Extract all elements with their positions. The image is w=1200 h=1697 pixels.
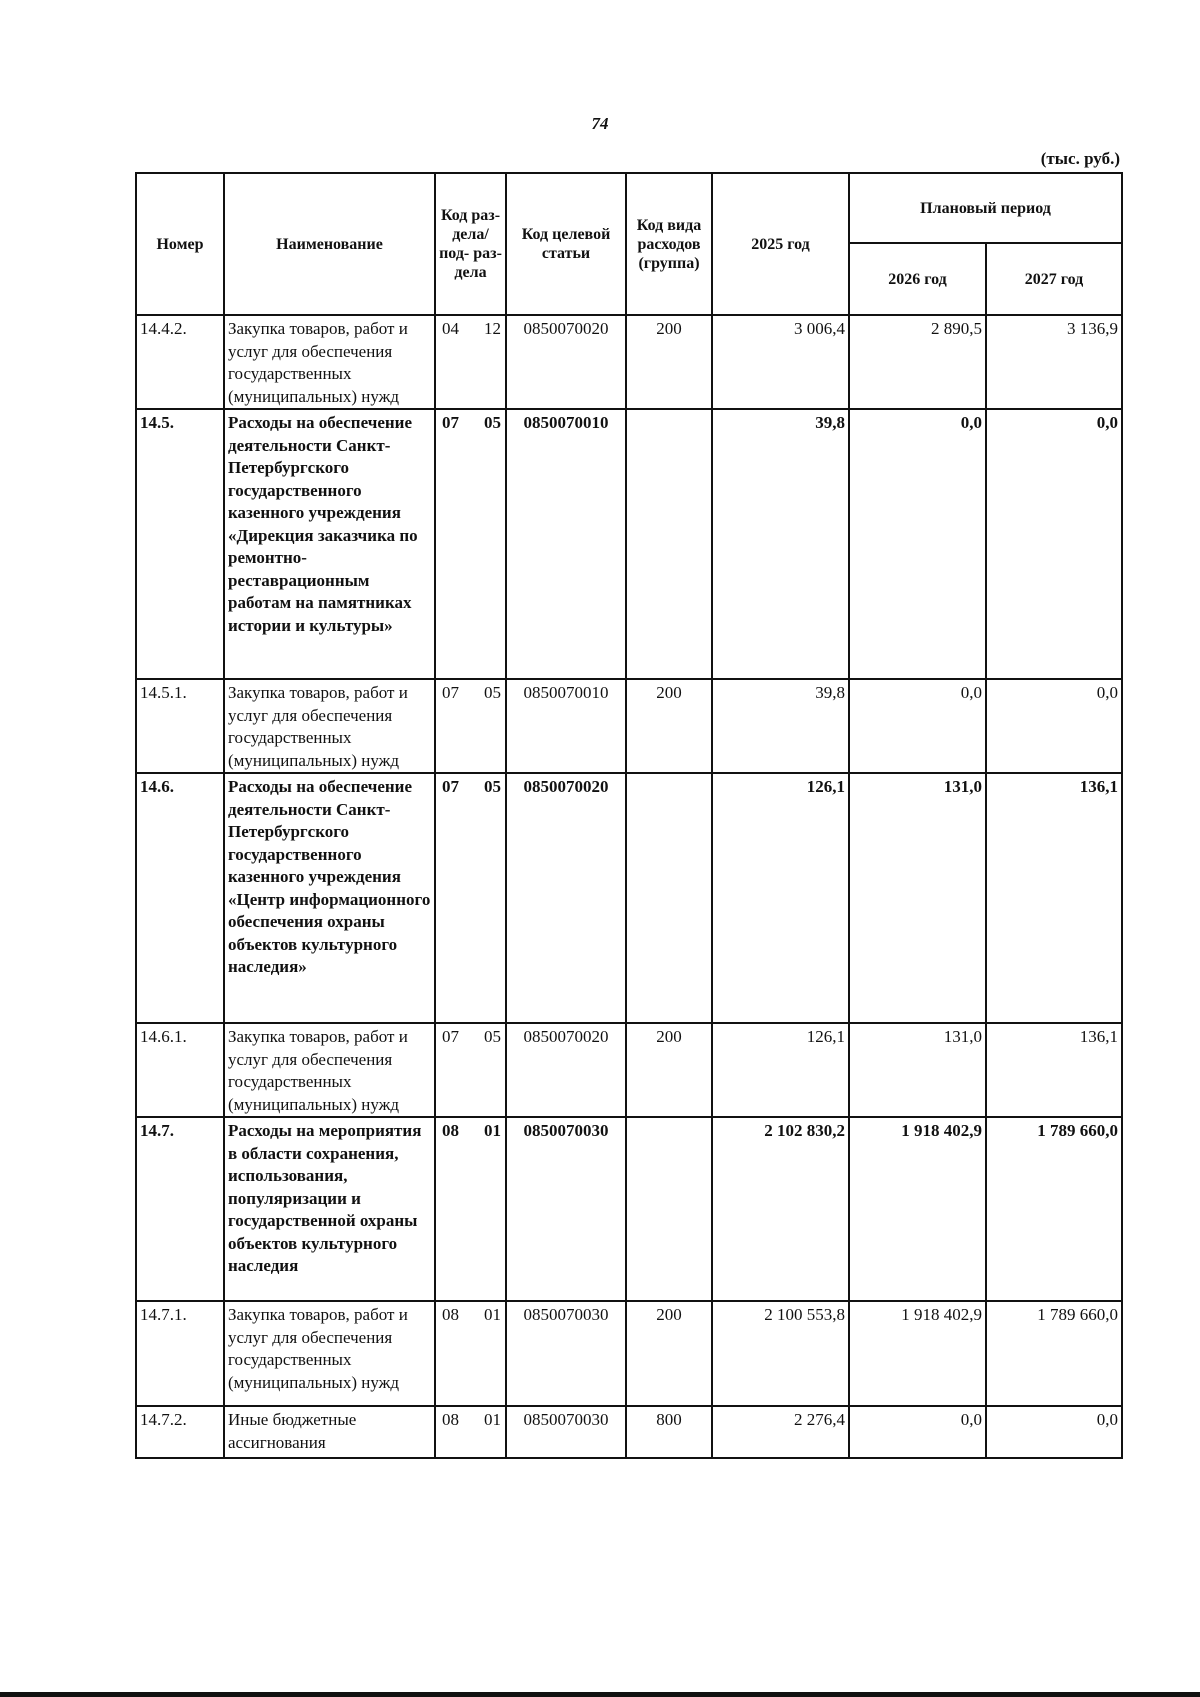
header-number: Номер (136, 173, 224, 315)
row-target-code: 0850070030 (506, 1406, 626, 1458)
row-kind-code: 200 (626, 1301, 712, 1406)
units-note: (тыс. руб.) (1040, 149, 1120, 168)
row-value-2025: 2 100 553,8 (712, 1301, 849, 1406)
row-kind-code: 200 (626, 679, 712, 773)
row-name: Расходы на мероприятия в области сохранения, использования, популяризации и государственной охраны объектов культурного наследия (224, 1117, 435, 1301)
row-value-2027: 0,0 (986, 1406, 1122, 1458)
row-value-2026: 0,0 (849, 409, 986, 679)
table-row (136, 679, 1122, 773)
row-name: Закупка товаров, работ и услуг для обеспечения государственных (муниципальных) нужд (224, 315, 435, 409)
row-kind-code: 800 (626, 1406, 712, 1458)
header-year-2026: 2026 год (849, 243, 986, 315)
table-header (136, 173, 1122, 315)
table-row (136, 1117, 1122, 1301)
row-target-code: 0850070020 (506, 315, 626, 409)
podrazdel-code: 05 (484, 1027, 501, 1046)
row-razdel (435, 1301, 506, 1406)
row-number: 14.6.1. (136, 1023, 224, 1117)
header-year-2025: 2025 год (712, 173, 849, 315)
row-name: Закупка товаров, работ и услуг для обеспечения государственных (муниципальных) нужд (224, 1301, 435, 1406)
row-number: 14.4.2. (136, 315, 224, 409)
header-year-2027: 2027 год (986, 243, 1122, 315)
row-value-2027: 136,1 (986, 773, 1122, 1023)
row-value-2026: 131,0 (849, 773, 986, 1023)
row-razdel (435, 1406, 506, 1458)
razdel-code: 07 (442, 1027, 459, 1046)
row-name: Расходы на обеспечение деятельности Санкт-Петербургского государственного казенного учреждения «Дирекция заказчика по ремонтно-реставрационным работам на памятниках истории и культуры» (224, 409, 435, 679)
row-number: 14.7. (136, 1117, 224, 1301)
row-value-2025: 126,1 (712, 1023, 849, 1117)
row-number: 14.7.2. (136, 1406, 224, 1458)
row-value-2025: 126,1 (712, 773, 849, 1023)
row-number: 14.5.1. (136, 679, 224, 773)
row-value-2027: 1 789 660,0 (986, 1301, 1122, 1406)
row-number: 14.5. (136, 409, 224, 679)
header-kind-code: Код вида расходов (группа) (626, 173, 712, 315)
podrazdel-code: 05 (484, 683, 501, 702)
row-razdel (435, 1117, 506, 1301)
table-row (136, 1023, 1122, 1117)
row-value-2027: 136,1 (986, 1023, 1122, 1117)
row-value-2026: 0,0 (849, 679, 986, 773)
row-razdel (435, 409, 506, 679)
row-number: 14.7.1. (136, 1301, 224, 1406)
row-name: Закупка товаров, работ и услуг для обеспечения государственных (муниципальных) нужд (224, 1023, 435, 1117)
row-target-code: 0850070010 (506, 409, 626, 679)
razdel-code: 08 (442, 1410, 459, 1429)
podrazdel-code: 05 (484, 777, 501, 796)
row-value-2025: 3 006,4 (712, 315, 849, 409)
row-target-code: 0850070020 (506, 1023, 626, 1117)
header-name: Наименование (224, 173, 435, 315)
row-razdel (435, 1023, 506, 1117)
row-kind-code (626, 1117, 712, 1301)
row-razdel (435, 773, 506, 1023)
scan-edge (0, 1692, 1200, 1697)
podrazdel-code: 01 (484, 1121, 501, 1140)
row-name: Расходы на обеспечение деятельности Санкт-Петербургского государственного казенного учреждения «Центр информационного обеспечения охраны объектов культурного наследия» (224, 773, 435, 1023)
row-target-code: 0850070010 (506, 679, 626, 773)
row-kind-code: 200 (626, 315, 712, 409)
podrazdel-code: 01 (484, 1410, 501, 1429)
razdel-code: 07 (442, 413, 459, 432)
row-razdel (435, 315, 506, 409)
row-value-2026: 1 918 402,9 (849, 1117, 986, 1301)
header-razdel: Код раз- дела/ под- раз- дела (435, 173, 506, 315)
row-target-code: 0850070030 (506, 1117, 626, 1301)
razdel-code: 08 (442, 1305, 459, 1324)
header-plan-period: Плановый период (849, 173, 1122, 243)
razdel-code: 07 (442, 777, 459, 796)
row-kind-code: 200 (626, 1023, 712, 1117)
row-value-2027: 3 136,9 (986, 315, 1122, 409)
row-value-2026: 1 918 402,9 (849, 1301, 986, 1406)
row-kind-code (626, 773, 712, 1023)
table-body (136, 315, 1122, 1458)
row-value-2026: 0,0 (849, 1406, 986, 1458)
row-value-2027: 0,0 (986, 409, 1122, 679)
row-value-2025: 2 276,4 (712, 1406, 849, 1458)
row-number: 14.6. (136, 773, 224, 1023)
row-value-2027: 1 789 660,0 (986, 1117, 1122, 1301)
razdel-code: 07 (442, 683, 459, 702)
budget-table (135, 172, 1123, 1459)
row-razdel (435, 679, 506, 773)
row-value-2027: 0,0 (986, 679, 1122, 773)
table-row (136, 1406, 1122, 1458)
row-name: Иные бюджетные ассигнования (224, 1406, 435, 1458)
row-value-2026: 2 890,5 (849, 315, 986, 409)
podrazdel-code: 05 (484, 413, 501, 432)
table-row (136, 409, 1122, 679)
row-name: Закупка товаров, работ и услуг для обеспечения государственных (муниципальных) нужд (224, 679, 435, 773)
row-kind-code (626, 409, 712, 679)
row-value-2025: 39,8 (712, 679, 849, 773)
row-value-2025: 39,8 (712, 409, 849, 679)
row-value-2026: 131,0 (849, 1023, 986, 1117)
page-number: 74 (591, 114, 609, 133)
table-row (136, 315, 1122, 409)
podrazdel-code: 01 (484, 1305, 501, 1324)
row-value-2025: 2 102 830,2 (712, 1117, 849, 1301)
table-row (136, 1301, 1122, 1406)
table-row (136, 773, 1122, 1023)
row-target-code: 0850070020 (506, 773, 626, 1023)
razdel-code: 04 (442, 319, 459, 338)
razdel-code: 08 (442, 1121, 459, 1140)
row-target-code: 0850070030 (506, 1301, 626, 1406)
header-target-code: Код целевой статьи (506, 173, 626, 315)
podrazdel-code: 12 (484, 319, 501, 338)
